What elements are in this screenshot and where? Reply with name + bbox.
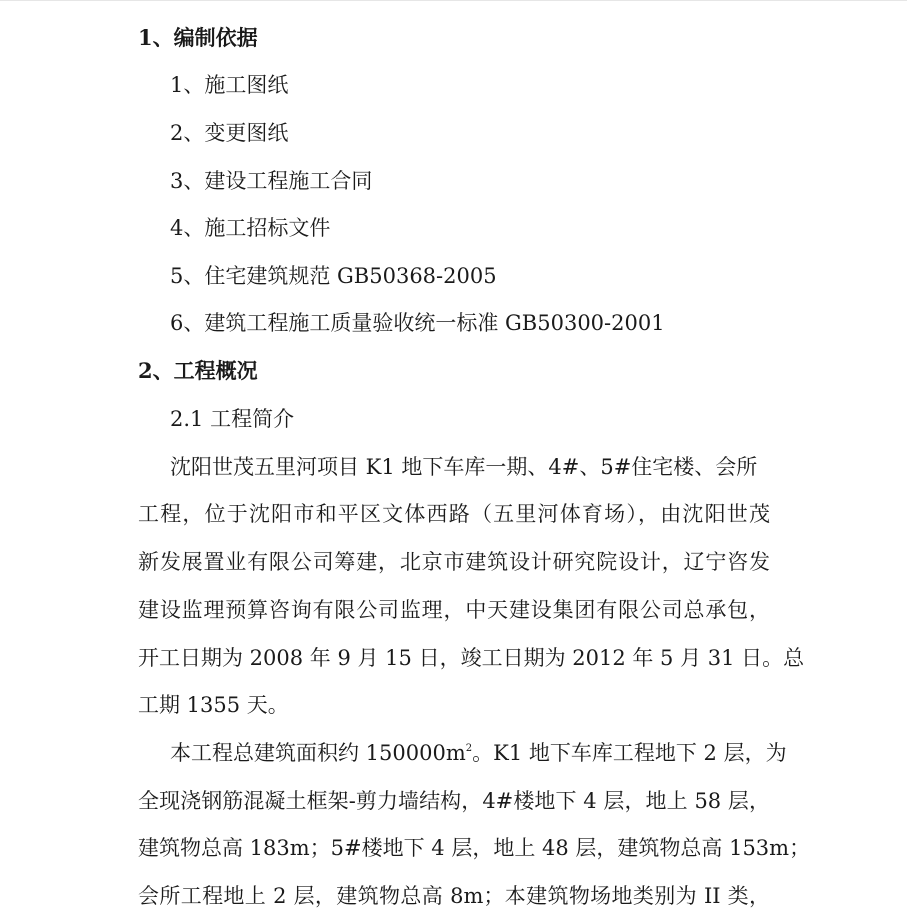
basis-list-item: 1、施工图纸 <box>170 73 289 97</box>
paragraph-line: 沈阳世茂五里河项目 K1 地下车库一期、4#、5#住宅楼、会所 <box>170 455 758 479</box>
paragraph-line: 新发展置业有限公司筹建，北京市建筑设计研究院设计，辽宁咨发 <box>138 550 770 574</box>
paragraph-line: 工程，位于沈阳市和平区文体西路（五里河体育场），由沈阳世茂 <box>138 502 770 526</box>
paragraph-line <box>170 740 787 766</box>
basis-list-item: 2、变更图纸 <box>170 121 289 145</box>
area-text-continued: 。K1 地下车库工程地下 2 层，为 <box>472 741 787 765</box>
basis-list-item: 4、施工招标文件 <box>170 216 331 240</box>
paragraph-line: 开工日期为 2008 年 9 月 15 日，竣工日期为 2012 年 5 月 31 日。总 <box>138 646 805 670</box>
paragraph-line: 工期 1355 天。 <box>138 693 289 717</box>
paragraph-line: 全现浇钢筋混凝土框架-剪力墙结构，4#楼地下 4 层，地上 58 层， <box>138 789 770 813</box>
square-superscript: 2 <box>465 743 473 754</box>
basis-list-item: 3、建设工程施工合同 <box>170 169 373 193</box>
section-heading-basis: 1、编制依据 <box>138 25 258 50</box>
basis-list-item: 5、住宅建筑规范 GB50368-2005 <box>170 264 497 288</box>
basis-list-item: 6、建筑工程施工质量验收统一标准 GB50300-2001 <box>170 311 665 335</box>
area-text: 本工程总建筑面积约 150000m <box>170 741 466 765</box>
subsection-heading-intro: 2.1 工程简介 <box>170 407 295 431</box>
section-heading-overview: 2、工程概况 <box>138 358 258 383</box>
paragraph-line: 建筑物总高 183m；5#楼地下 4 层，地上 48 层，建筑物总高 153m； <box>138 836 811 860</box>
paragraph-line: 建设监理预算咨询有限公司监理，中天建设集团有限公司总承包， <box>138 598 770 622</box>
paragraph-line: 会所工程地上 2 层，建筑物总高 8m；本建筑物场地类别为 II 类， <box>138 884 770 908</box>
